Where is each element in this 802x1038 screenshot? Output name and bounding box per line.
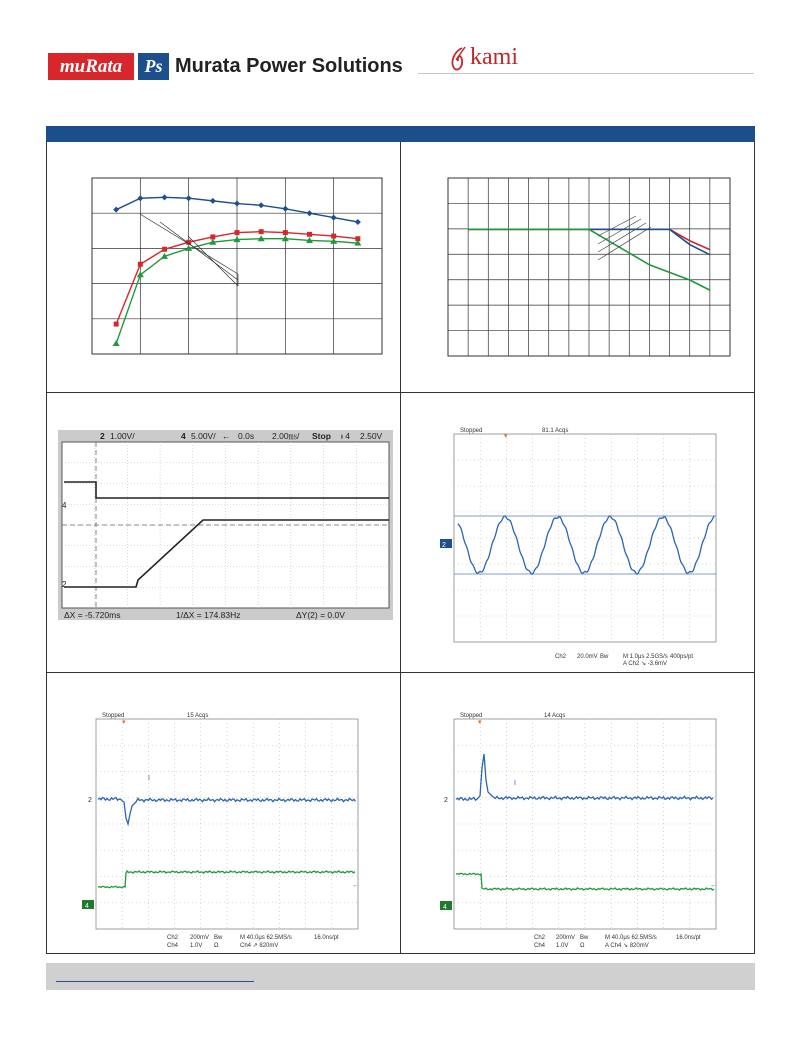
murata-logo: muRata: [48, 53, 134, 80]
okami-logo-icon: [448, 44, 470, 74]
fluke-marker-4: 4: [62, 501, 67, 510]
chart1-point-1: [331, 234, 336, 239]
ripple-footer-bw: Bw: [600, 654, 609, 660]
fluke-trigger: ᵼ 4: [341, 431, 350, 441]
ripple-trigger-marker-icon: ▾: [504, 433, 508, 440]
chart1-point-0: [307, 210, 313, 216]
tl-footer-ch4-scale: 1.0V: [190, 943, 203, 949]
fluke-scope-capture: [58, 430, 393, 620]
chart1-point-0: [234, 201, 240, 207]
transient-left-trigger-icon: ▾: [122, 719, 126, 726]
product-name: kami: [470, 44, 518, 70]
tl-footer-ch2: Ch2: [167, 935, 179, 941]
transient-right-level-icon: ←: [710, 882, 717, 889]
efficiency-chart: [88, 176, 384, 356]
transient-right-status: Stopped: [460, 713, 483, 719]
tr-footer-ch4: Ch4: [534, 943, 546, 949]
section-bar: [46, 126, 755, 142]
fluke-mode: Stop: [312, 431, 331, 441]
tr-footer-ch2-scale: 200mV: [556, 935, 576, 941]
footer-link-rule: [56, 981, 254, 982]
fluke-offset: 0.0s: [238, 431, 255, 441]
transient-left-ch4-marker: 4: [85, 903, 89, 910]
chart1-point-1: [283, 230, 288, 235]
header-rule: [418, 73, 754, 74]
transient-left-ch2-marker: 2: [88, 797, 92, 804]
ripple-ch2-marker: 2: [442, 542, 446, 549]
chart1-point-0: [186, 195, 192, 201]
fluke-delta-y: ΔY(2) = 0.0V: [296, 610, 345, 620]
fluke-ch2-label: 2: [100, 431, 105, 441]
chart1-point-0: [258, 202, 264, 208]
ripple-status: Stopped: [460, 428, 483, 434]
page-footer: [46, 963, 755, 990]
tr-footer-pts: 16.0ns/pt: [676, 935, 701, 941]
derating-chart: [446, 176, 732, 358]
fluke-timebase: 2.00㎳/: [272, 431, 300, 441]
fluke-marker-2: 2: [62, 580, 67, 589]
ripple-acqs: 81.1 Acqs: [542, 428, 569, 434]
ripple-footer-time: M 1.0μs 2.5GS/s: [623, 654, 668, 660]
tl-footer-ch4: Ch4: [167, 943, 179, 949]
chart1-point-1: [210, 234, 215, 239]
ripple-scope-capture: [438, 426, 723, 666]
fluke-ch4-scale: 5.00V/: [191, 431, 216, 441]
tr-footer-ch4-scale: 1.0V: [556, 943, 569, 949]
chart1-point-0: [162, 194, 168, 200]
transient-right-ch4-marker: 4: [443, 904, 447, 911]
column-divider: [400, 142, 401, 953]
chart1-point-0: [331, 215, 337, 221]
tl-footer-ch4-ohm: Ω: [214, 943, 219, 949]
tr-footer-meas: A Ch4 ↘ 820mV: [605, 943, 649, 949]
fluke-trigger-level: 2.50V: [360, 431, 383, 441]
brand-name: Murata Power Solutions: [175, 55, 403, 77]
transient-right-cursor-icon: I: [514, 780, 516, 787]
tr-footer-ch2-bw: Bw: [580, 935, 589, 941]
tl-footer-pts: 16.0ns/pt: [314, 935, 339, 941]
row-divider-2: [46, 672, 755, 673]
transient-scope-left: [82, 710, 368, 950]
transient-right-acqs: 14 Acqs: [544, 713, 566, 719]
chart1-point-1: [114, 322, 119, 327]
chart1-point-0: [113, 207, 119, 213]
fluke-delta-x: ΔX = -5.720ms: [64, 610, 121, 620]
tl-footer-time: M 40.0μs 62.5MS/s: [240, 935, 292, 941]
fluke-ch4-label: 4: [181, 431, 186, 441]
chart1-point-0: [210, 198, 216, 204]
transient-left-level-icon: ←: [352, 882, 359, 889]
chart2-grid: [448, 178, 730, 356]
chart1-point-1: [235, 230, 240, 235]
fluke-inverse-delta: 1/ΔX = 174.83Hz: [176, 610, 241, 620]
transient-right-trigger-icon: ▾: [478, 719, 482, 726]
transient-left-acqs: 15 Acqs: [187, 713, 209, 719]
ripple-footer-meas: A Ch2 ↘ -3.6mV: [623, 661, 668, 666]
fluke-ch2-scale: 1.00V/: [110, 431, 135, 441]
chart1-point-1: [259, 229, 264, 234]
chart1-point-0: [137, 195, 143, 201]
chart1-point-0: [355, 219, 361, 225]
tl-footer-meas: Ch4 ↗ 820mV: [240, 943, 279, 949]
transient-right-ch2-marker: 2: [444, 797, 448, 804]
ripple-footer-scale: 20.0mV: [577, 654, 598, 660]
ripple-footer-pts: 400ps/pt: [670, 654, 694, 660]
ripple-footer-ch: Ch2: [555, 654, 567, 660]
transient-scope-right: [440, 710, 726, 950]
tr-footer-time: M 40.0μs 62.5MS/s: [605, 935, 657, 941]
fluke-arrow: ←: [222, 431, 231, 441]
power-solutions-logo: Ps: [138, 53, 169, 80]
tl-footer-ch2-bw: Bw: [214, 935, 223, 941]
tr-footer-ch4-ohm: Ω: [580, 943, 585, 949]
chart2-leader-lines: [598, 216, 651, 260]
chart1-point-2: [113, 340, 120, 346]
transient-left-cursor-icon: I: [148, 775, 150, 782]
chart1-point-1: [307, 232, 312, 237]
transient-left-status: Stopped: [102, 713, 125, 719]
row-divider-1: [46, 392, 755, 393]
chart1-point-0: [282, 206, 288, 212]
tl-footer-ch2-scale: 200mV: [190, 935, 210, 941]
chart1-point-1: [138, 262, 143, 267]
chart1-point-1: [162, 247, 167, 252]
tr-footer-ch2: Ch2: [534, 935, 546, 941]
